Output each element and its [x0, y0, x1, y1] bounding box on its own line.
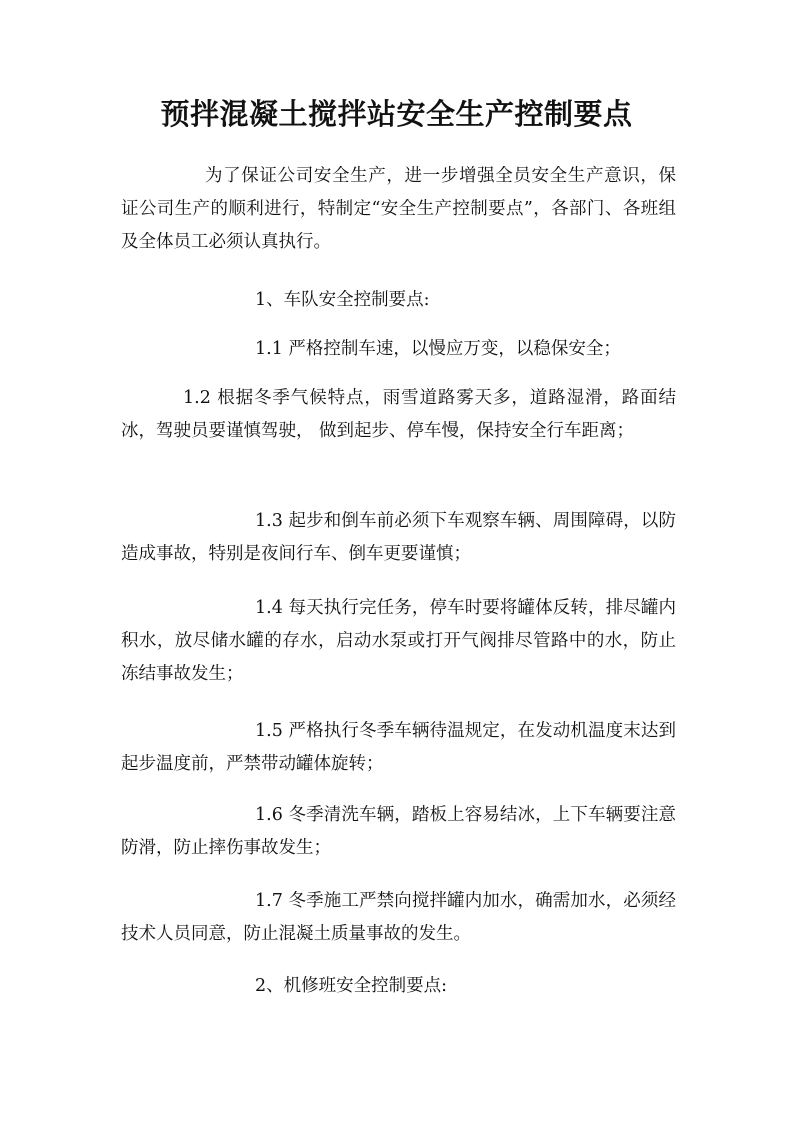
item-1-5: 1.5 严格执行冬季车辆待温规定，在发动机温度末达到起步温度前，严禁带动罐体旋转； [121, 721, 676, 774]
item-1-2: 1.2 根据冬季气候特点，雨雪道路雾天多，道路湿滑，路面结冰，驾驶员要谨慎驾驶， 做到起步、停车慢，保持安全行车距离； [121, 388, 676, 441]
document-title: 预拌混凝土搅拌站安全生产控制要点 [160, 97, 633, 131]
item-1-7: 1.7 冬季施工严禁向搅拌罐内加水，确需加水，必须经技术人员同意，防止混凝土质量事故的发生。 [121, 891, 676, 944]
item-1-4: 1.4 每天执行完任务，停车时要将罐体反转，排尽罐内积水，放尽储水罐的存水，启动水泵或打开气阀排尽管路中的水，防止冻结事故发生； [121, 598, 676, 684]
item-1-3: 1.3 起步和倒车前必须下车观察车辆、周围障碍，以防造成事故，特别是夜间行车、倒车更要谨慎； [121, 511, 676, 564]
section1-heading: 1、车队安全控制要点: [255, 290, 430, 310]
item-1-6: 1.6 冬季清洗车辆，踏板上容易结冰，上下车辆要注意防滑，防止摔伤事故发生； [121, 805, 676, 858]
section2-heading: 2、机修班安全控制要点: [255, 976, 448, 996]
intro-paragraph: 为了保证公司安全生产，进一步增强全员安全生产意识，保证公司生产的顺利进行，特制定“安全生产控制要点”，各部门、各班组及全体员工必须认真执行。 [121, 166, 676, 252]
item-1-1: 1.1 严格控制车速，以慢应万变，以稳保安全； [255, 339, 621, 359]
